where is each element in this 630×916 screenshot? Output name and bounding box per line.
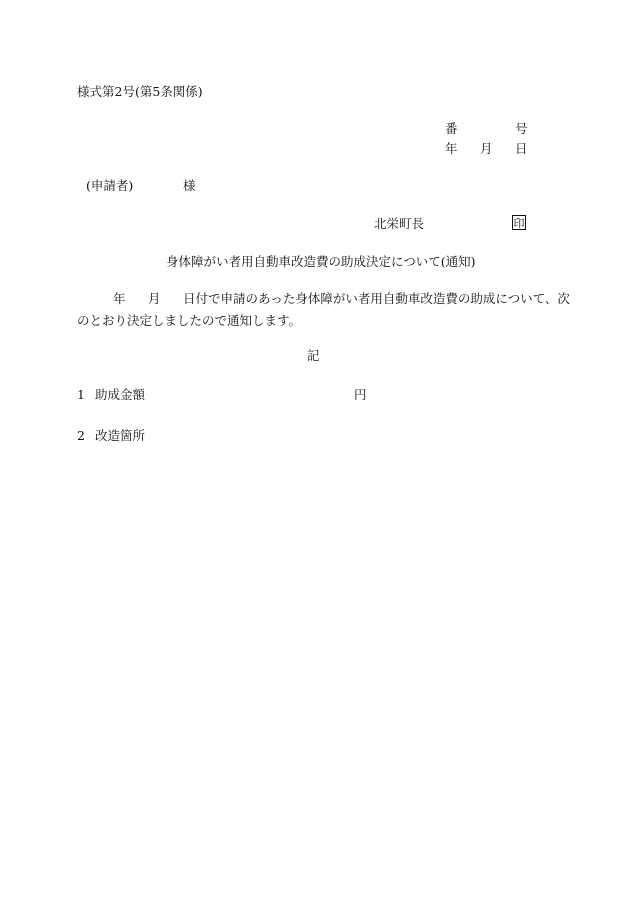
- applicant-honorific: 様: [183, 178, 196, 193]
- item-label-grant-amount: 助成金額: [95, 387, 146, 402]
- item-number: 1: [77, 387, 85, 402]
- body-month-label: 月: [148, 291, 161, 306]
- document-number-label: 番: [445, 121, 458, 136]
- ki-heading: 記: [307, 348, 320, 363]
- seal-mark: 印: [513, 216, 525, 230]
- item-number: 2: [77, 428, 85, 443]
- document-number-suffix: 号: [515, 121, 528, 136]
- body-year-label: 年: [113, 291, 126, 306]
- body-text-line1: 日付で申請のあった身体障がい者用自動車改造費の助成について、次: [183, 291, 570, 306]
- item-label-modification-parts: 改造箇所: [95, 428, 146, 443]
- date-month-label: 月: [480, 141, 493, 156]
- document-title: 身体障がい者用自動車改造費の助成決定について(通知): [166, 254, 476, 269]
- issuer-name: 北栄町長: [374, 216, 425, 231]
- date-year-label: 年: [445, 141, 458, 156]
- item-unit-yen: 円: [354, 387, 367, 402]
- body-text-line2: のとおり決定しましたので通知します。: [77, 313, 302, 328]
- applicant-label: (申請者): [86, 178, 134, 193]
- form-number: 様式第2号(第5条関係): [77, 84, 203, 99]
- date-day-label: 日: [515, 141, 528, 156]
